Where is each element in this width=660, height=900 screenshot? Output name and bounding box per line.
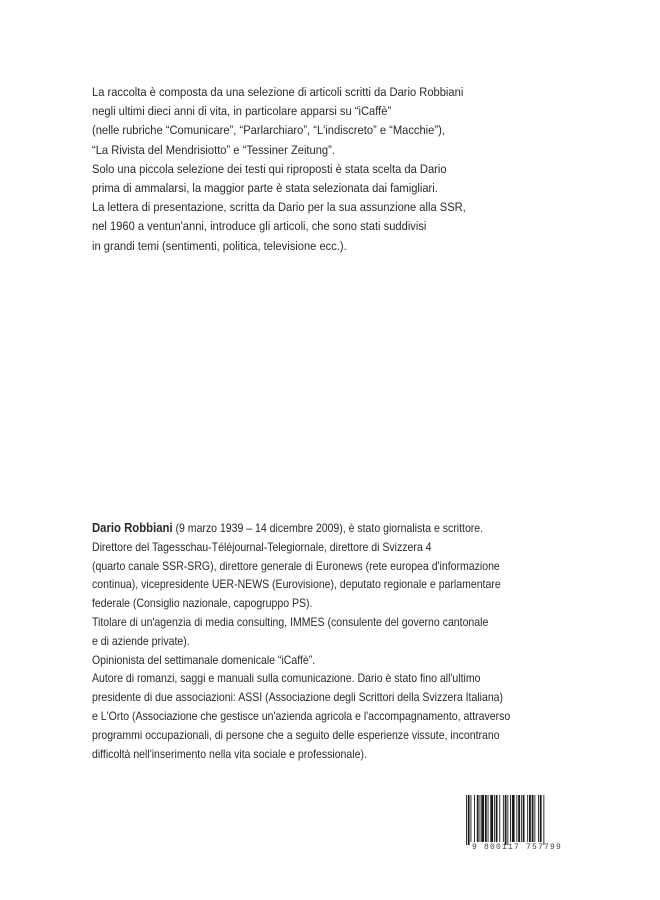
author-name: Dario Robbiani <box>92 521 173 535</box>
intro-paragraph <box>92 83 572 256</box>
barcode-bar <box>534 795 535 842</box>
barcode-bar <box>540 795 542 842</box>
barcode-bar <box>527 795 528 842</box>
barcode-bar <box>518 795 520 842</box>
bio-line: programmi occupazionali, di persone che a seguito delle esperienze vissute, incontrano <box>92 728 500 742</box>
intro-line: nel 1960 a ventun'anni, introduce gli articoli, che sono stati suddivisi <box>92 219 427 234</box>
barcode-bar <box>496 795 498 842</box>
intro-line: “La Rivista del Mendrisiotto” e “Tessiner Zeitung”. <box>92 142 335 157</box>
bio-line: (quarto canale SSR-SRG), direttore generale di Euronews (rete europea d'informazione <box>92 559 500 573</box>
intro-line: La raccolta è composta da una selezione di articoli scritti da Dario Robbiani <box>92 85 464 99</box>
bio-line: presidente di due associazioni: ASSI (Associazione degli Scrittori della Svizzera Italiana) <box>92 691 504 705</box>
barcode-bars <box>462 795 572 845</box>
intro-line: Solo una piccola selezione dei testi qui riproposti è stata scelta da Dario <box>92 161 447 176</box>
barcode-bar <box>538 795 539 842</box>
author-bio <box>92 519 572 764</box>
barcode-bar <box>466 795 467 845</box>
intro-line: negli ultimi dieci anni di vita, in particolare apparsi su “iCaffè” <box>92 104 392 119</box>
bio-line: Titolare di un'agenzia di media consulting, IMMES (consulente del governo cantonale <box>92 615 489 629</box>
barcode-bar <box>488 795 489 842</box>
barcode-bar <box>477 795 479 842</box>
barcode-bar <box>507 795 508 845</box>
barcode <box>462 795 572 857</box>
barcode-bar <box>480 795 481 842</box>
barcode-bar <box>510 795 511 842</box>
bio-line: federale (Consiglio nazionale, capogruppo PS). <box>92 597 313 611</box>
intro-line: (nelle rubriche “Comunicare”, “Parlarchiaro”, “L'indiscreto” e “Macchie”), <box>92 123 445 138</box>
barcode-bar <box>499 795 500 842</box>
barcode-bar <box>516 795 517 842</box>
barcode-bar <box>521 795 522 842</box>
barcode-bar <box>512 795 515 842</box>
bio-line: continua), vicepresidente UER-NEWS (Eurovisione), deputato regionale e parlamentare <box>92 578 501 592</box>
bio-line: Autore di romanzi, saggi e manuali sulla comunicazione. Dario è stato fino all'ultimo <box>92 672 481 686</box>
barcode-bar <box>481 795 484 842</box>
bio-line: Opinionista del settimanale domenicale “iCaffè”. <box>92 653 316 667</box>
barcode-bar <box>490 795 493 842</box>
barcode-bar <box>474 795 475 842</box>
bio-first-line <box>92 519 572 539</box>
intro-line: in grandi temi (sentimenti, politica, televisione ecc.). <box>92 238 347 253</box>
barcode-number: 9 800117 757799 <box>471 843 562 852</box>
barcode-bar <box>468 795 470 845</box>
bio-line: e di aziende private). <box>92 634 190 648</box>
barcode-bar <box>529 795 531 842</box>
bio-line: e L'Orto (Associazione che gestisce un'azienda agricola e l'accompagnamento, attraverso <box>92 709 511 723</box>
barcode-bar <box>485 795 487 842</box>
barcode-bar <box>523 795 525 842</box>
intro-line: prima di ammalarsi, la maggior parte è stata selezionata dai famigliari. <box>92 181 438 196</box>
barcode-bar <box>503 795 504 842</box>
barcode-bar <box>471 795 472 842</box>
barcode-bar <box>532 795 534 842</box>
barcode-bar <box>543 795 544 845</box>
barcode-bar <box>494 795 495 842</box>
bio-line: difficoltà nell'inserimento nella vita sociale e professionale). <box>92 747 367 761</box>
bio-dates: (9 marzo 1939 – 14 dicembre 2009), è stato giornalista e scrittore. <box>172 522 484 535</box>
bio-line: Direttore del Tagesschau-Téléjournal-Telegiornale, direttore di Svizzera 4 <box>92 540 432 554</box>
barcode-bar <box>505 795 507 845</box>
intro-line: La lettera di presentazione, scritta da Dario per la sua assunzione alla SSR, <box>92 200 466 215</box>
